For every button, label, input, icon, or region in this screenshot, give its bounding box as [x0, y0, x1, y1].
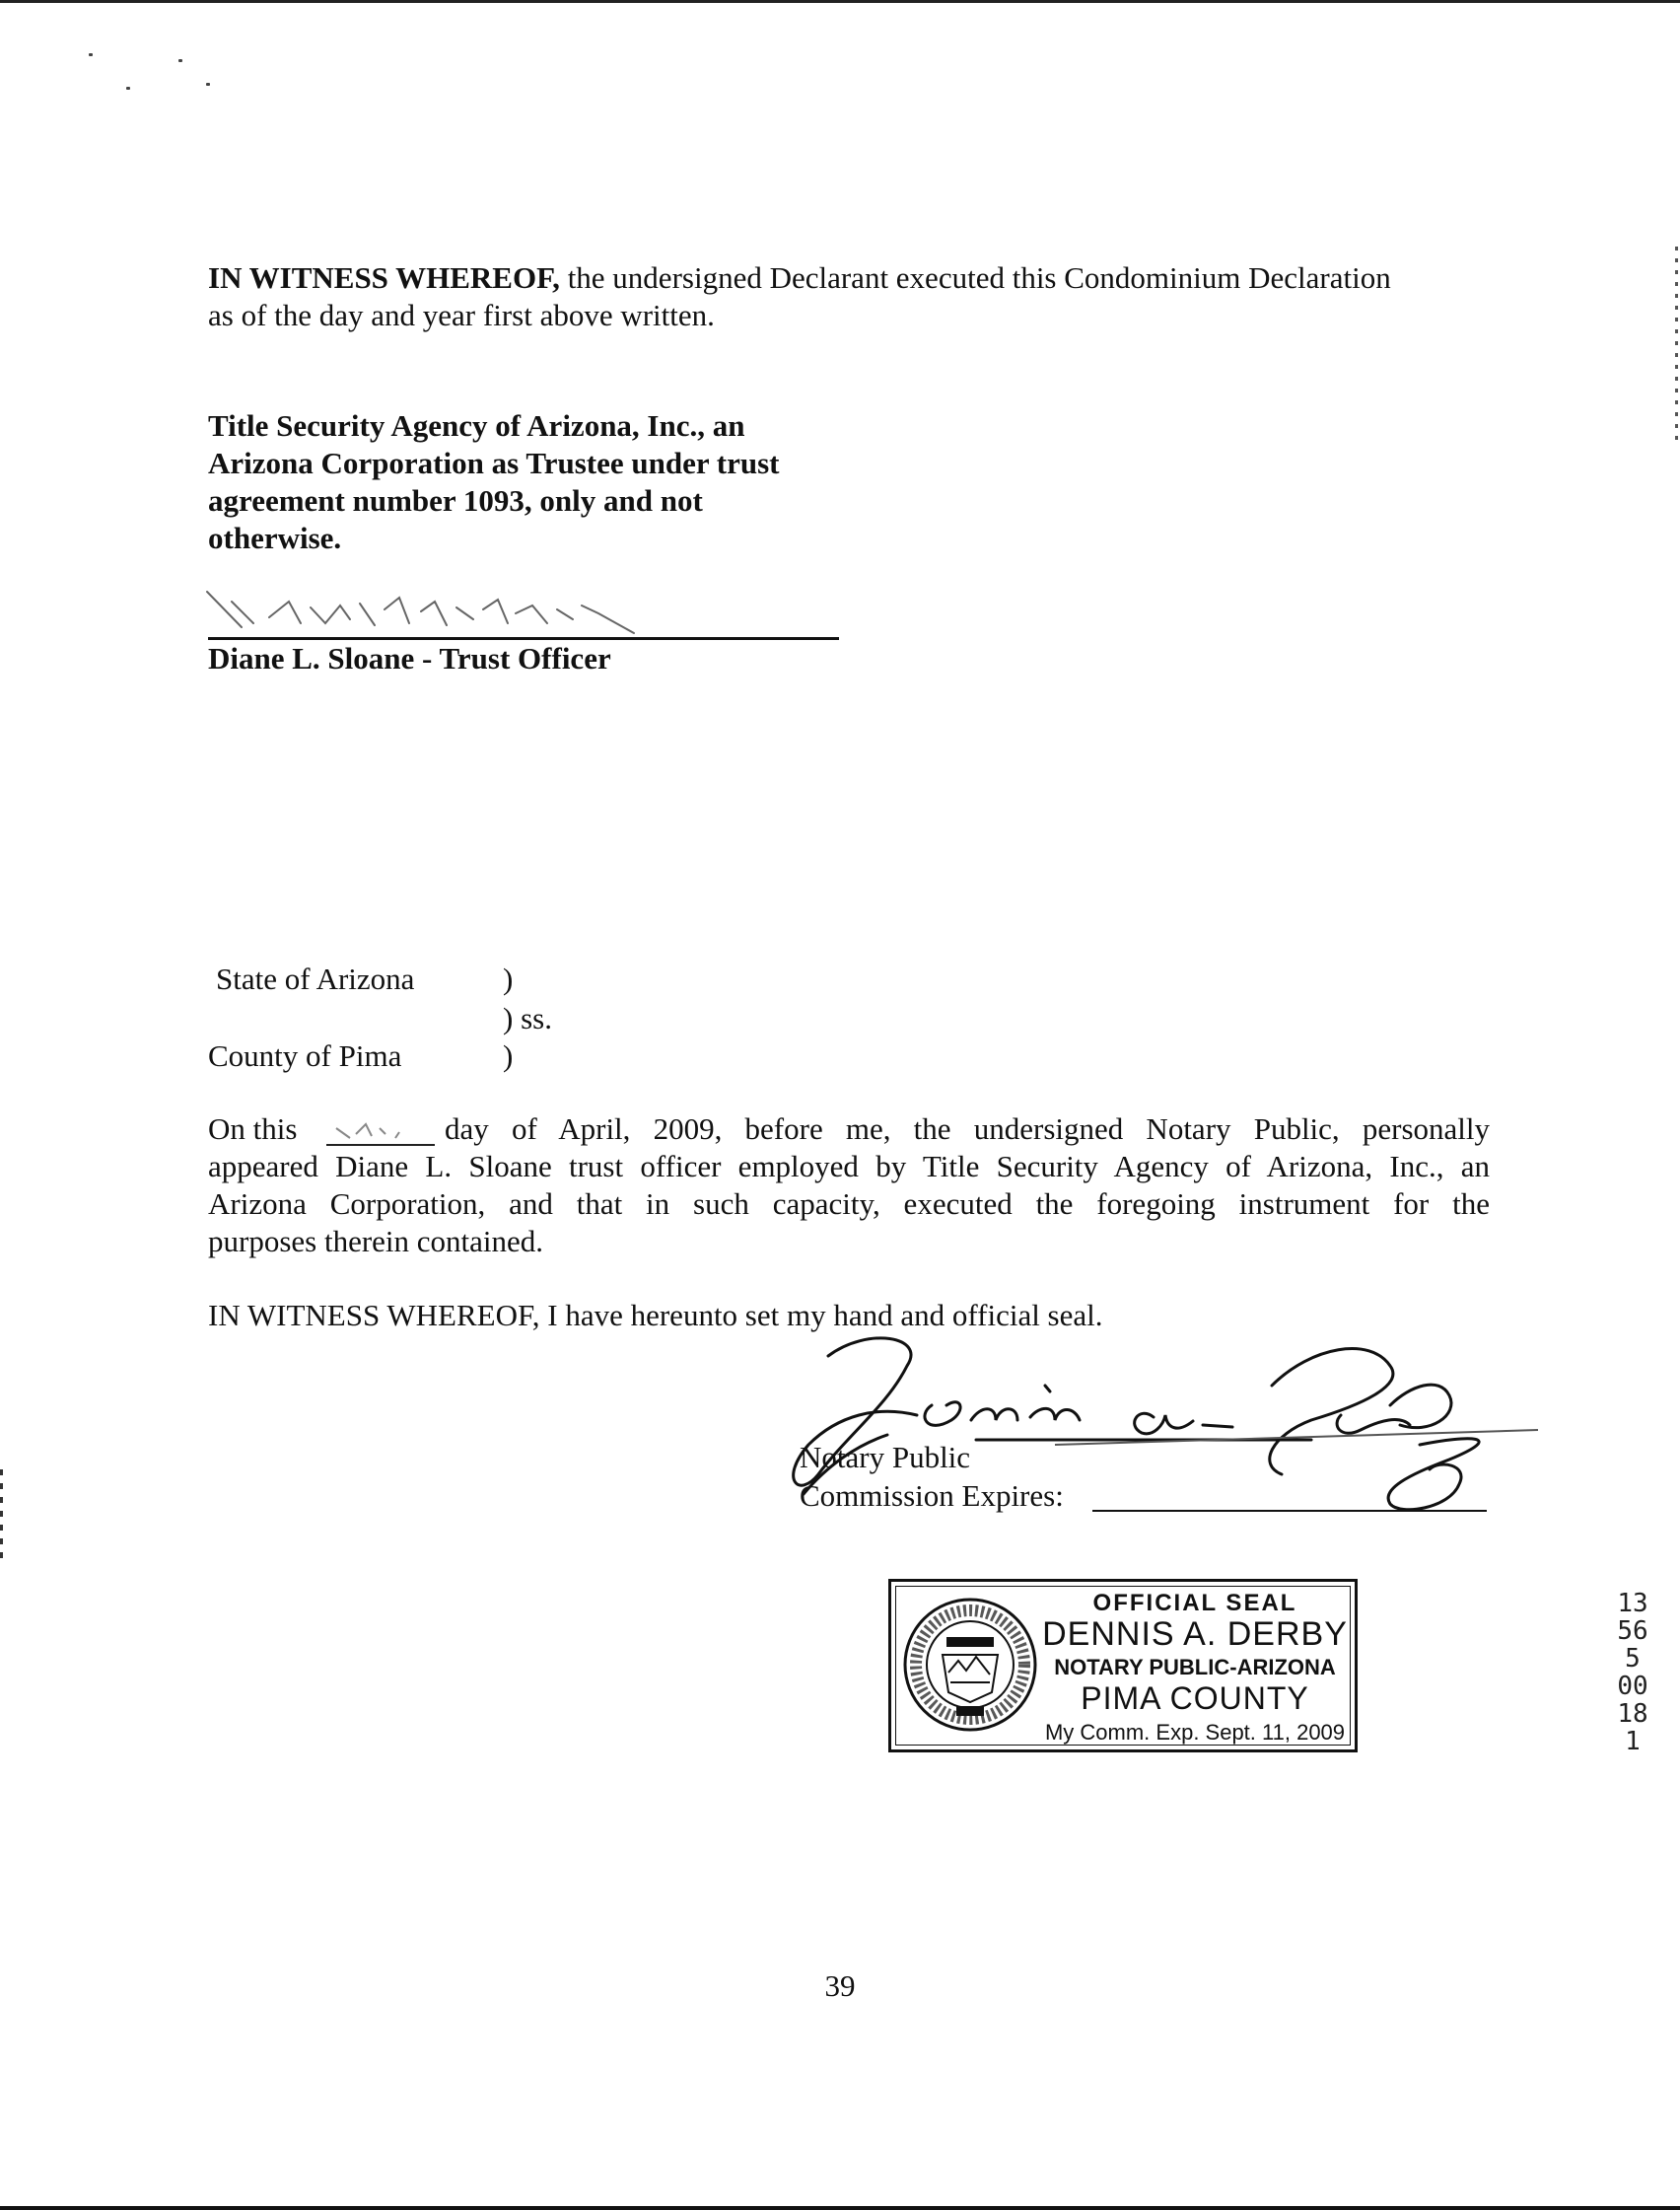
day-handwritten-mark: [326, 1114, 435, 1144]
venue-paren: ): [503, 1038, 514, 1073]
seal-expiry: My Comm. Exp. Sept. 11, 2009: [1044, 1720, 1346, 1745]
recording-document-number: 13565 00181: [1617, 1589, 1648, 1756]
acknowledgment-line3: Arizona Corporation, and that in such capacity, executed the foregoing instrument for the: [208, 1186, 1490, 1221]
trust-officer-name: Diane L. Sloane - Trust Officer: [208, 641, 611, 676]
acknowledgment-line4: purposes therein contained.: [208, 1224, 544, 1258]
venue-paren: ): [503, 962, 514, 996]
scan-speck: [89, 53, 93, 56]
arizona-state-seal-emblem: [901, 1596, 1039, 1734]
scan-speck: [206, 83, 210, 86]
trustee-line: Arizona Corporation as Trustee under trust: [208, 446, 780, 480]
seal-notary-title: NOTARY PUBLIC-ARIZONA: [1054, 1655, 1336, 1679]
trustee-block: [208, 407, 1490, 557]
trustee-line: Title Security Agency of Arizona, Inc., an: [208, 408, 745, 443]
commission-expires-label: Commission Expires:: [800, 1478, 1064, 1513]
trust-officer-signature-line: [208, 637, 839, 640]
page-number: 39: [824, 1968, 856, 2003]
scan-edge-marks-left: [0, 1469, 3, 1558]
venue-state: State of Arizona: [216, 962, 415, 996]
declarant-witness-paragraph: [208, 259, 1490, 334]
notary-public-label: Notary Public: [800, 1440, 971, 1474]
notary-official-seal: [888, 1579, 1358, 1752]
witness-text-line2: as of the day and year first above written.: [208, 298, 715, 332]
notary-witness-statement: IN WITNESS WHEREOF, I have hereunto set my hand and official seal.: [208, 1298, 1103, 1332]
acknowledgment-line2: appeared Diane L. Sloane trust officer employed by Title Security Agency of Arizona, Inc., an: [208, 1149, 1490, 1183]
venue-ss: ) ss.: [503, 1001, 552, 1035]
venue-county: County of Pima: [208, 1038, 402, 1073]
day-blank-line: [326, 1144, 435, 1146]
witness-heading: IN WITNESS WHEREOF,: [208, 260, 560, 295]
scan-edge-marks-right: [1675, 247, 1678, 444]
seal-county: PIMA COUNTY: [1081, 1680, 1309, 1716]
trustee-line: otherwise.: [208, 521, 342, 555]
trust-officer-signature: [202, 580, 656, 639]
acknowledgment-line1: day of April, 2009, before me, the undersigned Notary Public, personally: [445, 1111, 1490, 1146]
acknowledgment-on-this: On this: [208, 1111, 298, 1146]
trustee-line: agreement number 1093, only and not: [208, 483, 703, 518]
page-top-edge: [0, 0, 1680, 3]
seal-notary-name: DENNIS A. DERBY: [1042, 1615, 1348, 1653]
scan-speck: [178, 59, 182, 62]
scan-speck: [126, 87, 130, 90]
page-bottom-edge: [0, 2206, 1680, 2210]
commission-expires-line: [1092, 1510, 1487, 1512]
seal-heading: OFFICIAL SEAL: [1092, 1590, 1297, 1616]
acknowledgment-paragraph: [208, 1110, 1490, 1260]
witness-text-line1: the undersigned Declarant executed this Condominium Declaration: [559, 260, 1391, 295]
